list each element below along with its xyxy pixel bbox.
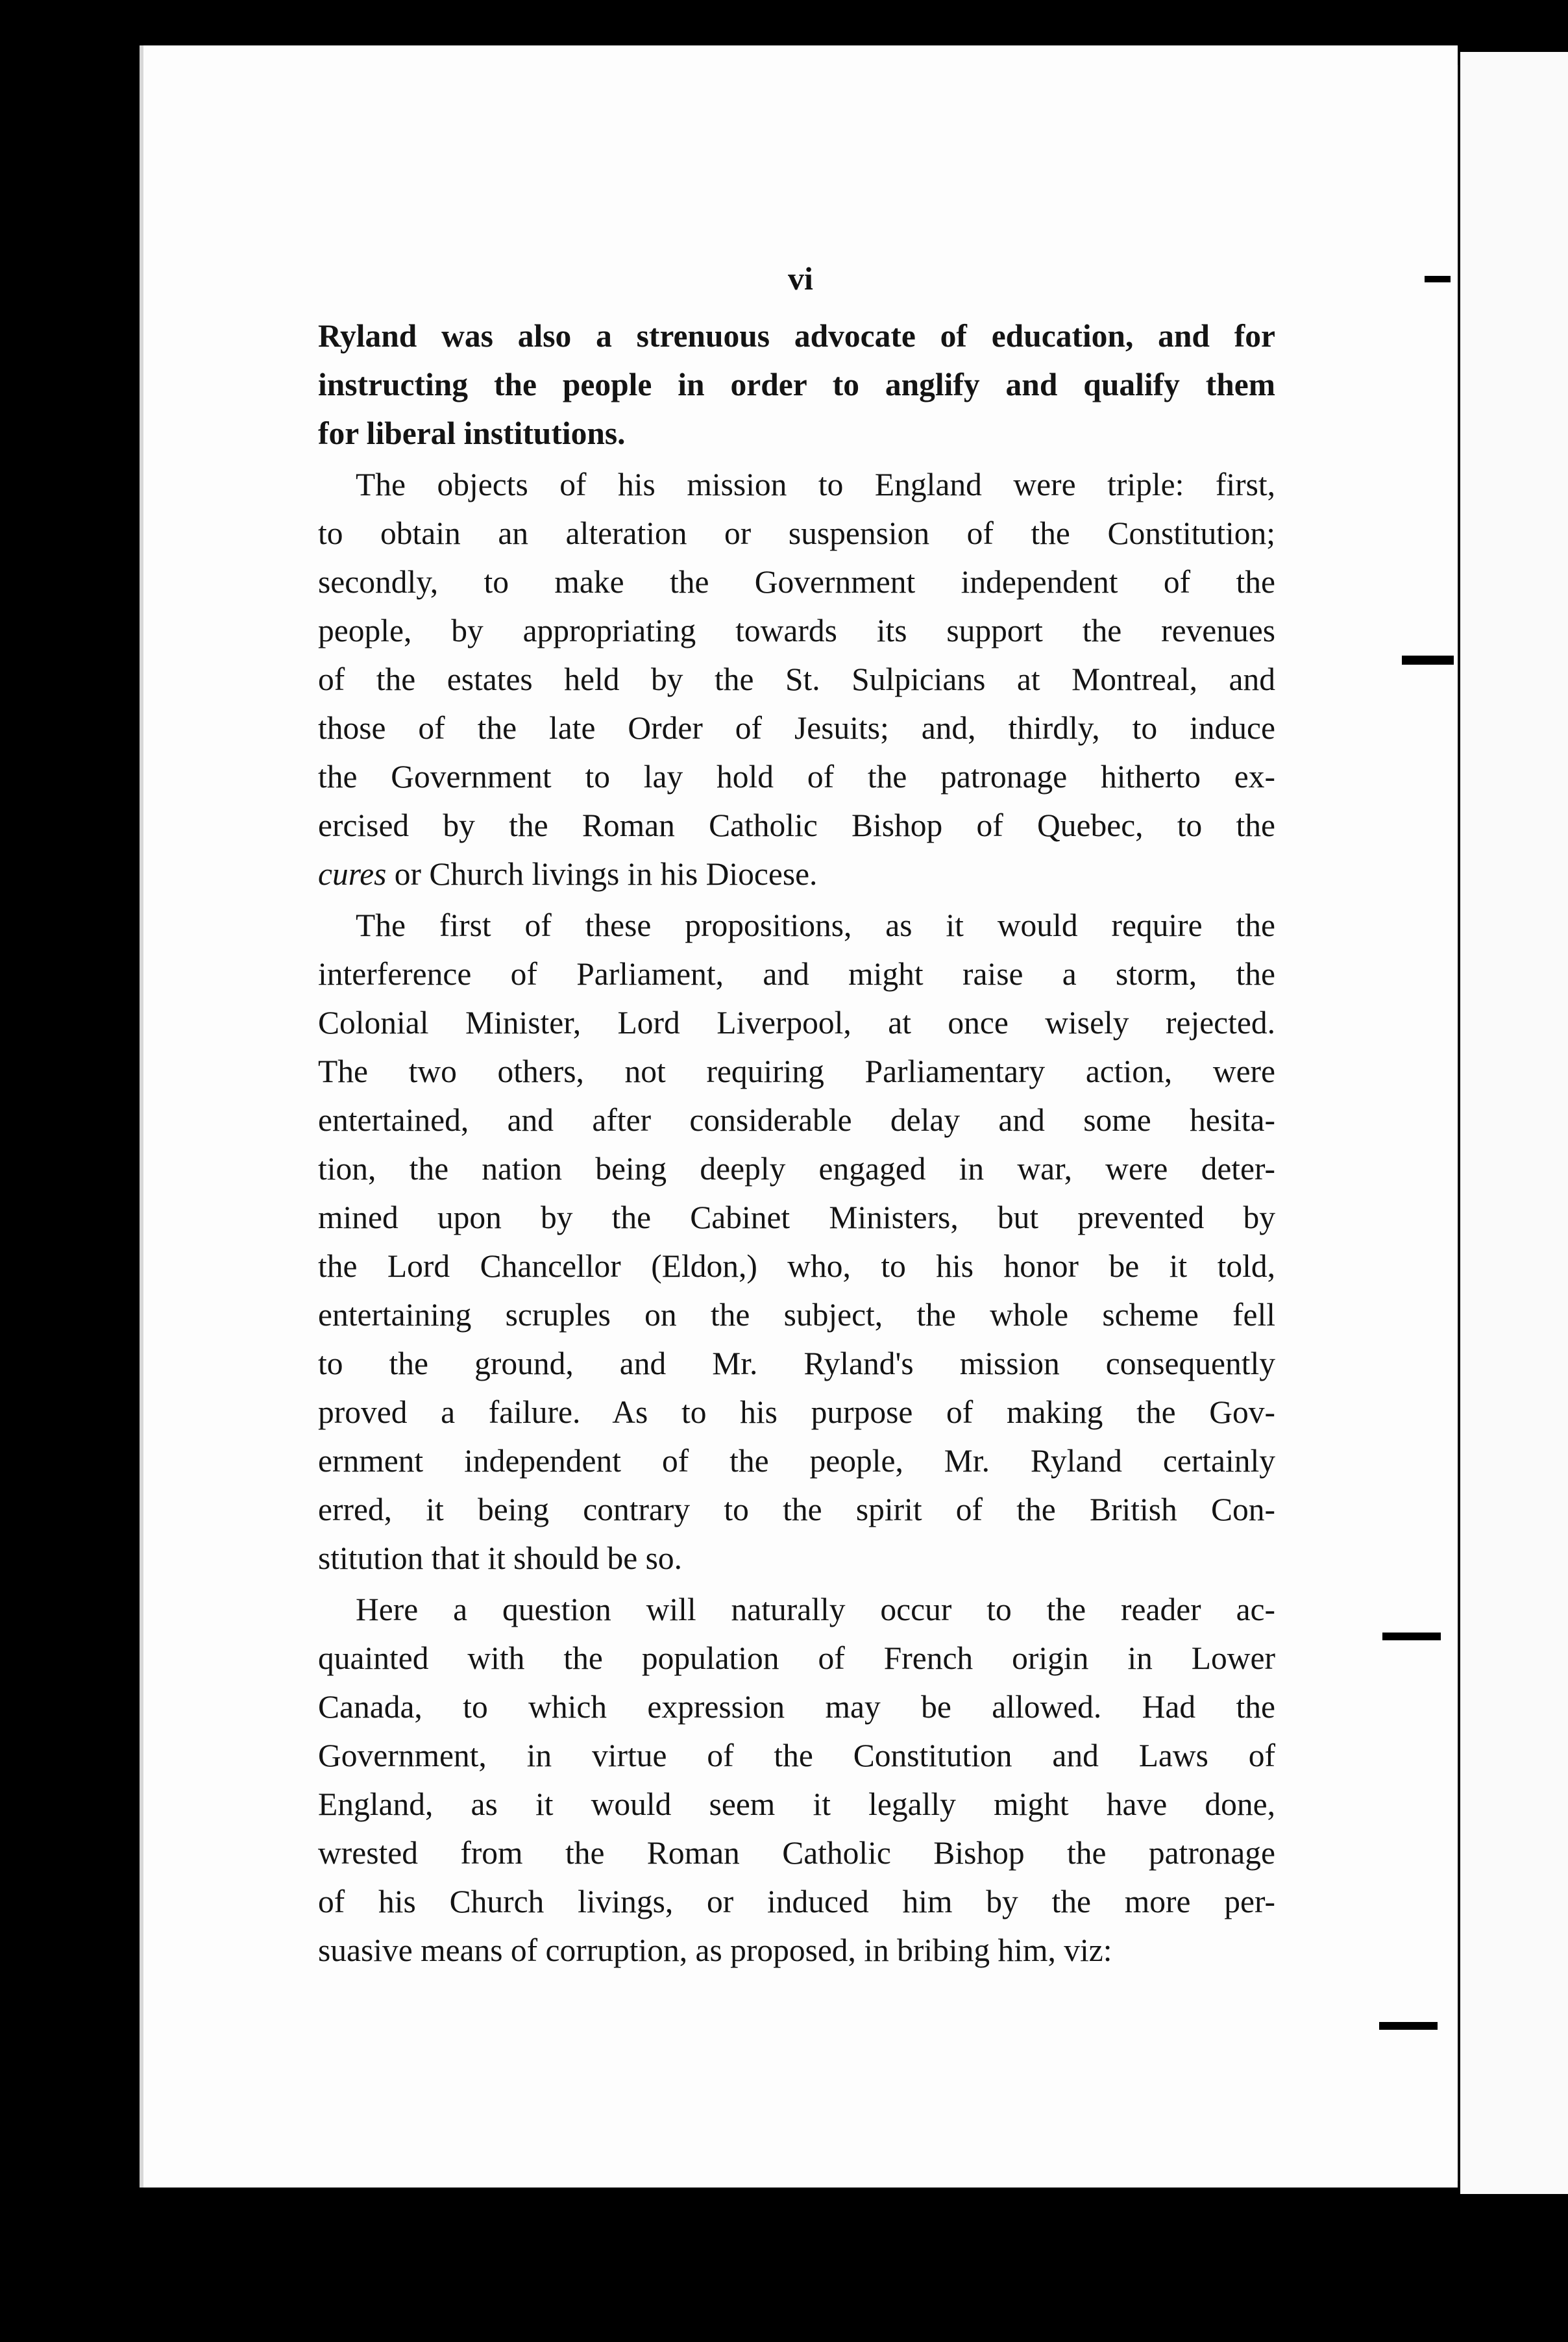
text-line: people, by appropriating towards its support the revenues: [318, 613, 1275, 648]
text-line: entertained, and after considerable delay and some hesita-: [318, 1102, 1275, 1138]
text-line: of the estates held by the St. Sulpicians at Montreal, and: [318, 661, 1275, 697]
text-line: tion, the nation being deeply engaged in war, were deter-: [318, 1151, 1275, 1187]
binding-mark: [1382, 1633, 1441, 1640]
adjacent-page-edge: [1460, 52, 1568, 2194]
paragraph: [318, 460, 1275, 898]
text-line: the Lord Chancellor (Eldon,) who, to his honor be it told,: [318, 1248, 1275, 1284]
paragraph: [318, 901, 1275, 1583]
text-line: erred, it being contrary to the spirit of the British Con-: [318, 1492, 1275, 1527]
paragraph: [318, 1585, 1275, 1975]
text-line: stitution that it should be so.: [318, 1540, 683, 1576]
text-line: Colonial Minister, Lord Liverpool, at once wisely rejected.: [318, 1005, 1275, 1041]
text-line: The two others, not requiring Parliamentary action, were: [318, 1054, 1275, 1089]
text-line: instructing the people in order to anglify and qualify them: [318, 367, 1275, 402]
text-line: entertaining scruples on the subject, the whole scheme fell: [318, 1297, 1275, 1333]
text-line: of his Church livings, or induced him by the more per-: [318, 1884, 1275, 1919]
text-line: wrested from the Roman Catholic Bishop the patronage: [318, 1835, 1275, 1871]
text-line: Government, in virtue of the Constitution and Laws of: [318, 1738, 1275, 1773]
text-line: for liberal institutions.: [318, 415, 626, 451]
text-line: to obtain an alteration or suspension of the Constitution;: [318, 515, 1275, 551]
text-line: Ryland was also a strenuous advocate of education, and for: [318, 318, 1275, 354]
text-line: those of the late Order of Jesuits; and, thirdly, to induce: [318, 710, 1275, 746]
text-line: quainted with the population of French origin in Lower: [318, 1640, 1275, 1676]
italic-word: cures: [318, 856, 387, 892]
body-text: [318, 312, 1275, 1977]
binding-mark: [1425, 276, 1451, 282]
text-line: England, as it would seem it legally might have done,: [318, 1786, 1275, 1822]
text-line: ernment independent of the people, Mr. Ryland certainly: [318, 1443, 1275, 1479]
text-line: The first of these propositions, as it would require the: [356, 907, 1275, 943]
text-line: secondly, to make the Government independent of the: [318, 564, 1275, 600]
binding-mark: [1379, 2022, 1438, 2030]
text-line: Here a question will naturally occur to the reader ac-: [356, 1592, 1275, 1627]
text-line: proved a failure. As to his purpose of making the Gov-: [318, 1394, 1275, 1430]
text-line: interference of Parliament, and might raise a storm, the: [318, 956, 1275, 992]
text-line: the Government to lay hold of the patronage hitherto ex-: [318, 759, 1275, 795]
text-line: suasive means of corruption, as proposed, in bribing him, viz:: [318, 1932, 1112, 1968]
binding-mark: [1402, 656, 1454, 665]
text-line: mined upon by the Cabinet Ministers, but prevented by: [318, 1200, 1275, 1235]
text-line: The objects of his mission to England were triple: first,: [356, 467, 1275, 502]
text-line: Canada, to which expression may be allowed. Had the: [318, 1689, 1275, 1725]
text-line: ercised by the Roman Catholic Bishop of Quebec, to the: [318, 807, 1275, 843]
paragraph: [318, 312, 1275, 458]
text-line: cures or Church livings in his Diocese.: [318, 856, 818, 892]
text-line: to the ground, and Mr. Ryland's mission consequently: [318, 1346, 1275, 1381]
page-number: vi: [788, 260, 813, 297]
